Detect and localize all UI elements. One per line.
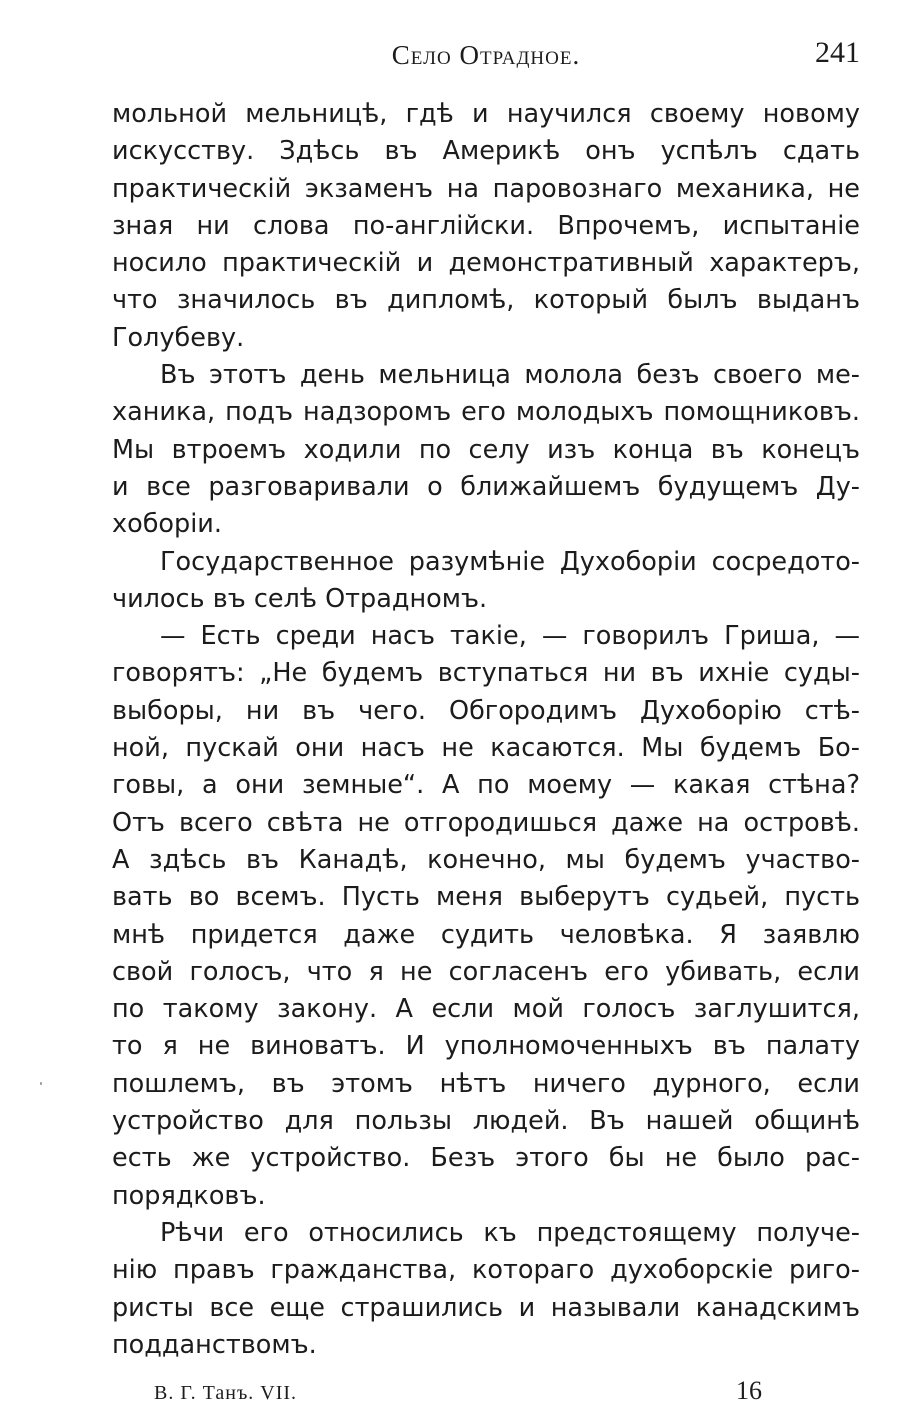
text-line: что значилось въ дипломѣ, который былъ выданъ (112, 285, 860, 316)
text-line: свой голосъ, что я не согласенъ его убивать, если (112, 956, 860, 987)
text-line: подданствомъ. (112, 1329, 317, 1360)
text-line: устройство для пользы людей. Въ нашей общинѣ (112, 1106, 860, 1137)
text-line: мольной мельницѣ, гдѣ и научился своему новому (112, 99, 860, 129)
text-line: порядковъ. (112, 1180, 266, 1211)
body-text (112, 96, 860, 1364)
text-line: А здѣсь въ Канадѣ, конечно, мы будемъ участво- (112, 844, 860, 875)
text-line: выборы, ни въ чего. Обгородимъ Духоборію стѣ- (112, 695, 860, 726)
scan-speck (40, 1082, 42, 1085)
text-line: ристы все еще страшились и называли канадскимъ (112, 1292, 860, 1323)
text-line: хоборіи. (112, 509, 222, 540)
text-line: Голубеву. (112, 322, 245, 353)
text-line: мнѣ придется даже судить человѣка. Я заявлю (112, 919, 860, 950)
text-line: по такому закону. А если мой голосъ заглушится, (112, 994, 860, 1025)
page-footer (112, 1376, 860, 1410)
text-line: зная ни слова по-англійски. Впрочемъ, испытаніе (112, 210, 860, 241)
text-line: то я не виноватъ. И уполномоченныхъ въ палату (112, 1031, 860, 1062)
text-line: Мы втроемъ ходили по селу изъ конца въ конецъ (112, 434, 860, 465)
text-line: ханика, подъ надзоромъ его молодыхъ помощниковъ. (112, 397, 860, 428)
text-line: носило практическій и демонстративный характеръ, (112, 248, 860, 279)
running-head (112, 36, 860, 76)
text-line: говорятъ: „Не будемъ вступаться ни въ ихніе суды- (112, 658, 860, 689)
text-line: Государственное разумѣніе Духоборіи сосредото- (160, 546, 860, 577)
printer-signature: В. Г. Танъ. VII. (154, 1382, 298, 1404)
running-title: Село Отрадное. (391, 40, 581, 70)
page-number: 241 (815, 36, 860, 69)
text-line: и все разговаривали о ближайшемъ будущемъ Ду- (112, 471, 860, 502)
text-line: Рѣчи его относились къ предстоящему получе- (160, 1217, 860, 1248)
text-line: есть же устройство. Безъ этого бы не было рас- (112, 1143, 860, 1174)
text-line: искусству. Здѣсь въ Америкѣ онъ успѣлъ сдать (112, 136, 860, 167)
text-line: Въ этотъ день мельница молола безъ своего ме- (160, 360, 860, 391)
text-line: практическій экзаменъ на паровознаго механика, не (112, 173, 860, 204)
text-line: говы, а они земные“. А по моему — какая стѣна? (112, 770, 860, 801)
text-line: чилось въ селѣ Отрадномъ. (112, 583, 488, 614)
text-line: нію правъ гражданства, котораго духоборскіе риго- (112, 1255, 860, 1286)
text-line: ной, пускай они насъ не касаются. Мы будемъ Бо- (112, 733, 860, 764)
text-line: — Есть среди насъ такіе, — говорилъ Гриша, — (160, 621, 860, 652)
text-line: пошлемъ, въ этомъ нѣтъ ничего дурного, если (112, 1068, 860, 1099)
text-line: вать во всемъ. Пусть меня выберутъ судьей, пусть (112, 882, 860, 913)
sheet-number: 16 (736, 1376, 762, 1405)
text-line: Отъ всего свѣта не отгородишься даже на островѣ. (112, 807, 860, 838)
